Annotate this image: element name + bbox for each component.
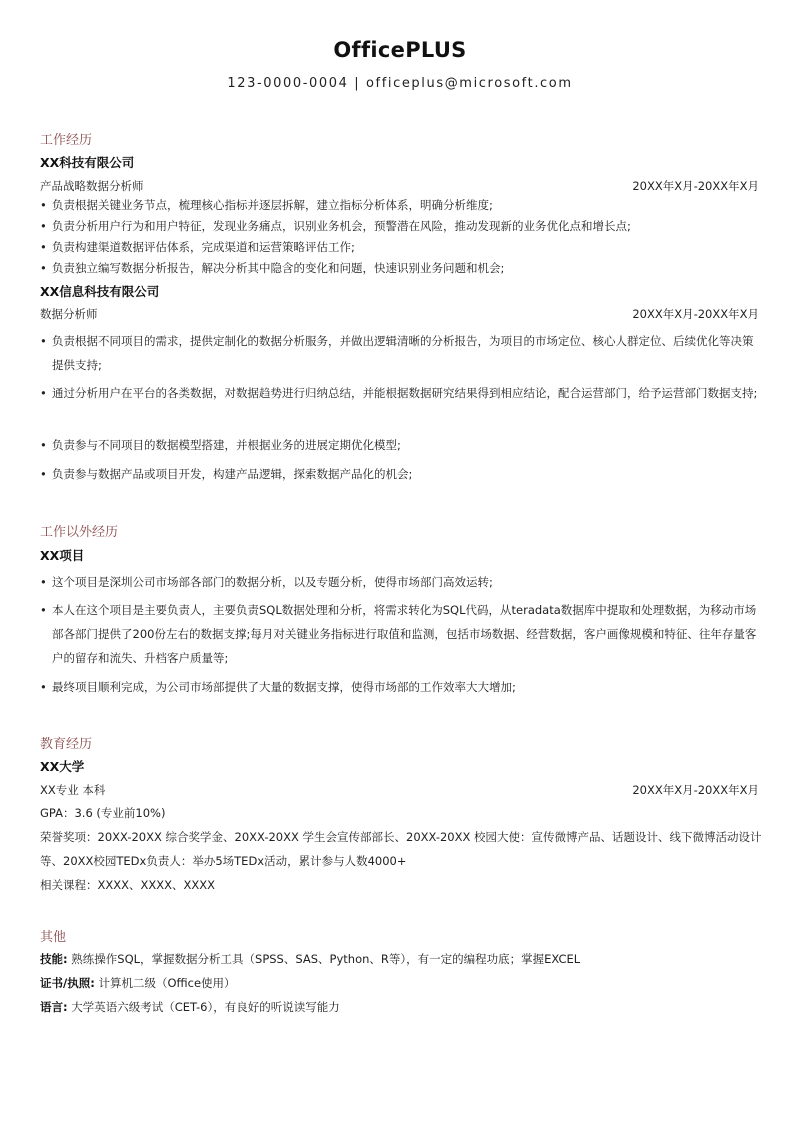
contact-info: 123-0000-0004 | officeplus@microsoft.com [227, 76, 573, 91]
cert-text: 计算机二级（Office使用） [98, 976, 236, 990]
job-role: 数据分析师 [40, 307, 98, 321]
major: XX专业 本科 [40, 783, 106, 797]
section-title-extra: 工作以外经历 [40, 525, 119, 540]
list-item: • 负责分析用户行为和用户特征，发现业务痛点，识别业务机会，预警潜在风险，推动发现新的业务优化点和增长点; [40, 214, 762, 238]
language-label: 语言: [40, 1000, 68, 1014]
list-item: • 这个项目是深圳公司市场部各部门的数据分析，以及专题分析，使得市场部门高效运转; [40, 570, 762, 594]
list-item: • 负责参与数据产品或项目开发，构建产品逻辑，探索数据产品化的机会; [40, 462, 762, 486]
company-name: XX信息科技有限公司 [40, 284, 160, 299]
cert-line [40, 975, 236, 991]
list-item: • 通过分析用户在平台的各类数据，对数据趋势进行归纳总结，并能根据数据研究结果得到相应结论，配合运营部门，给予运营部门数据支持; [40, 381, 762, 405]
job-role: 产品战略数据分析师 [40, 179, 144, 193]
honors: 荣誉奖项：20XX-20XX 综合奖学金、20XX-20XX 学生会宣传部部长、20XX-20XX 校园大使：宣传微博产品、话题设计、线下微博活动设计等、20XX校园TEDx负责人：举办5场TEDx活动，累计参与人数4000+ [40, 830, 762, 868]
company-name: XX科技有限公司 [40, 155, 135, 170]
job-date: 20XX年X月-20XX年X月 [632, 307, 759, 321]
cert-label: 证书/执照: [40, 976, 95, 990]
list-item: • 负责根据不同项目的需求，提供定制化的数据分析服务，并做出逻辑清晰的分析报告，为项目的市场定位、核心人群定位、后续优化等决策提供支持; [40, 329, 762, 377]
list-item: • 最终项目顺利完成，为公司市场部提供了大量的数据支撑，使得市场部的工作效率大大增加; [40, 675, 762, 699]
job-date: 20XX年X月-20XX年X月 [632, 179, 759, 193]
skills-line [40, 951, 580, 967]
gpa: GPA：3.6 (专业前10%) [40, 806, 166, 820]
language-text: 大学英语六级考试（CET-6），有良好的听说读写能力 [71, 1000, 340, 1014]
skills-text: 熟练操作SQL，掌握数据分析工具（SPSS、SAS、Python、R等），有一定的编程功底；掌握EXCEL [71, 952, 581, 966]
courses: 相关课程：XXXX、XXXX、XXXX [40, 878, 216, 892]
education-date: 20XX年X月-20XX年X月 [632, 783, 759, 797]
list-item: • 负责根据关键业务节点，梳理核心指标并逐层拆解，建立指标分析体系，明确分析维度; [40, 193, 762, 217]
list-item: • 负责参与不同项目的数据模型搭建，并根据业务的进展定期优化模型; [40, 433, 762, 457]
section-title-education: 教育经历 [40, 737, 93, 752]
list-item: • 负责独立编写数据分析报告，解决分析其中隐含的变化和问题，快速识别业务问题和机会; [40, 256, 762, 280]
list-item: • 本人在这个项目是主要负责人，主要负责SQL数据处理和分析，将需求转化为SQL代码，从teradata数据库中提取和处理数据，为移动市场部各部门提供了200份左右的数据支撑;每月对关键业务指标进行取值和监测，包括市场数据、经营数据，客户画像规模和特征、往年存量客户的留存和流失、升档客户质量等; [40, 598, 762, 670]
skills-label: 技能: [40, 952, 68, 966]
section-title-work: 工作经历 [40, 133, 93, 148]
section-title-other: 其他 [40, 930, 67, 945]
resume-name: OfficePLUS [333, 38, 467, 62]
list-item: • 负责构建渠道数据评估体系，完成渠道和运营策略评估工作; [40, 235, 762, 259]
school-name: XX大学 [40, 759, 85, 774]
project-name: XX项目 [40, 548, 85, 563]
language-line [40, 999, 340, 1015]
